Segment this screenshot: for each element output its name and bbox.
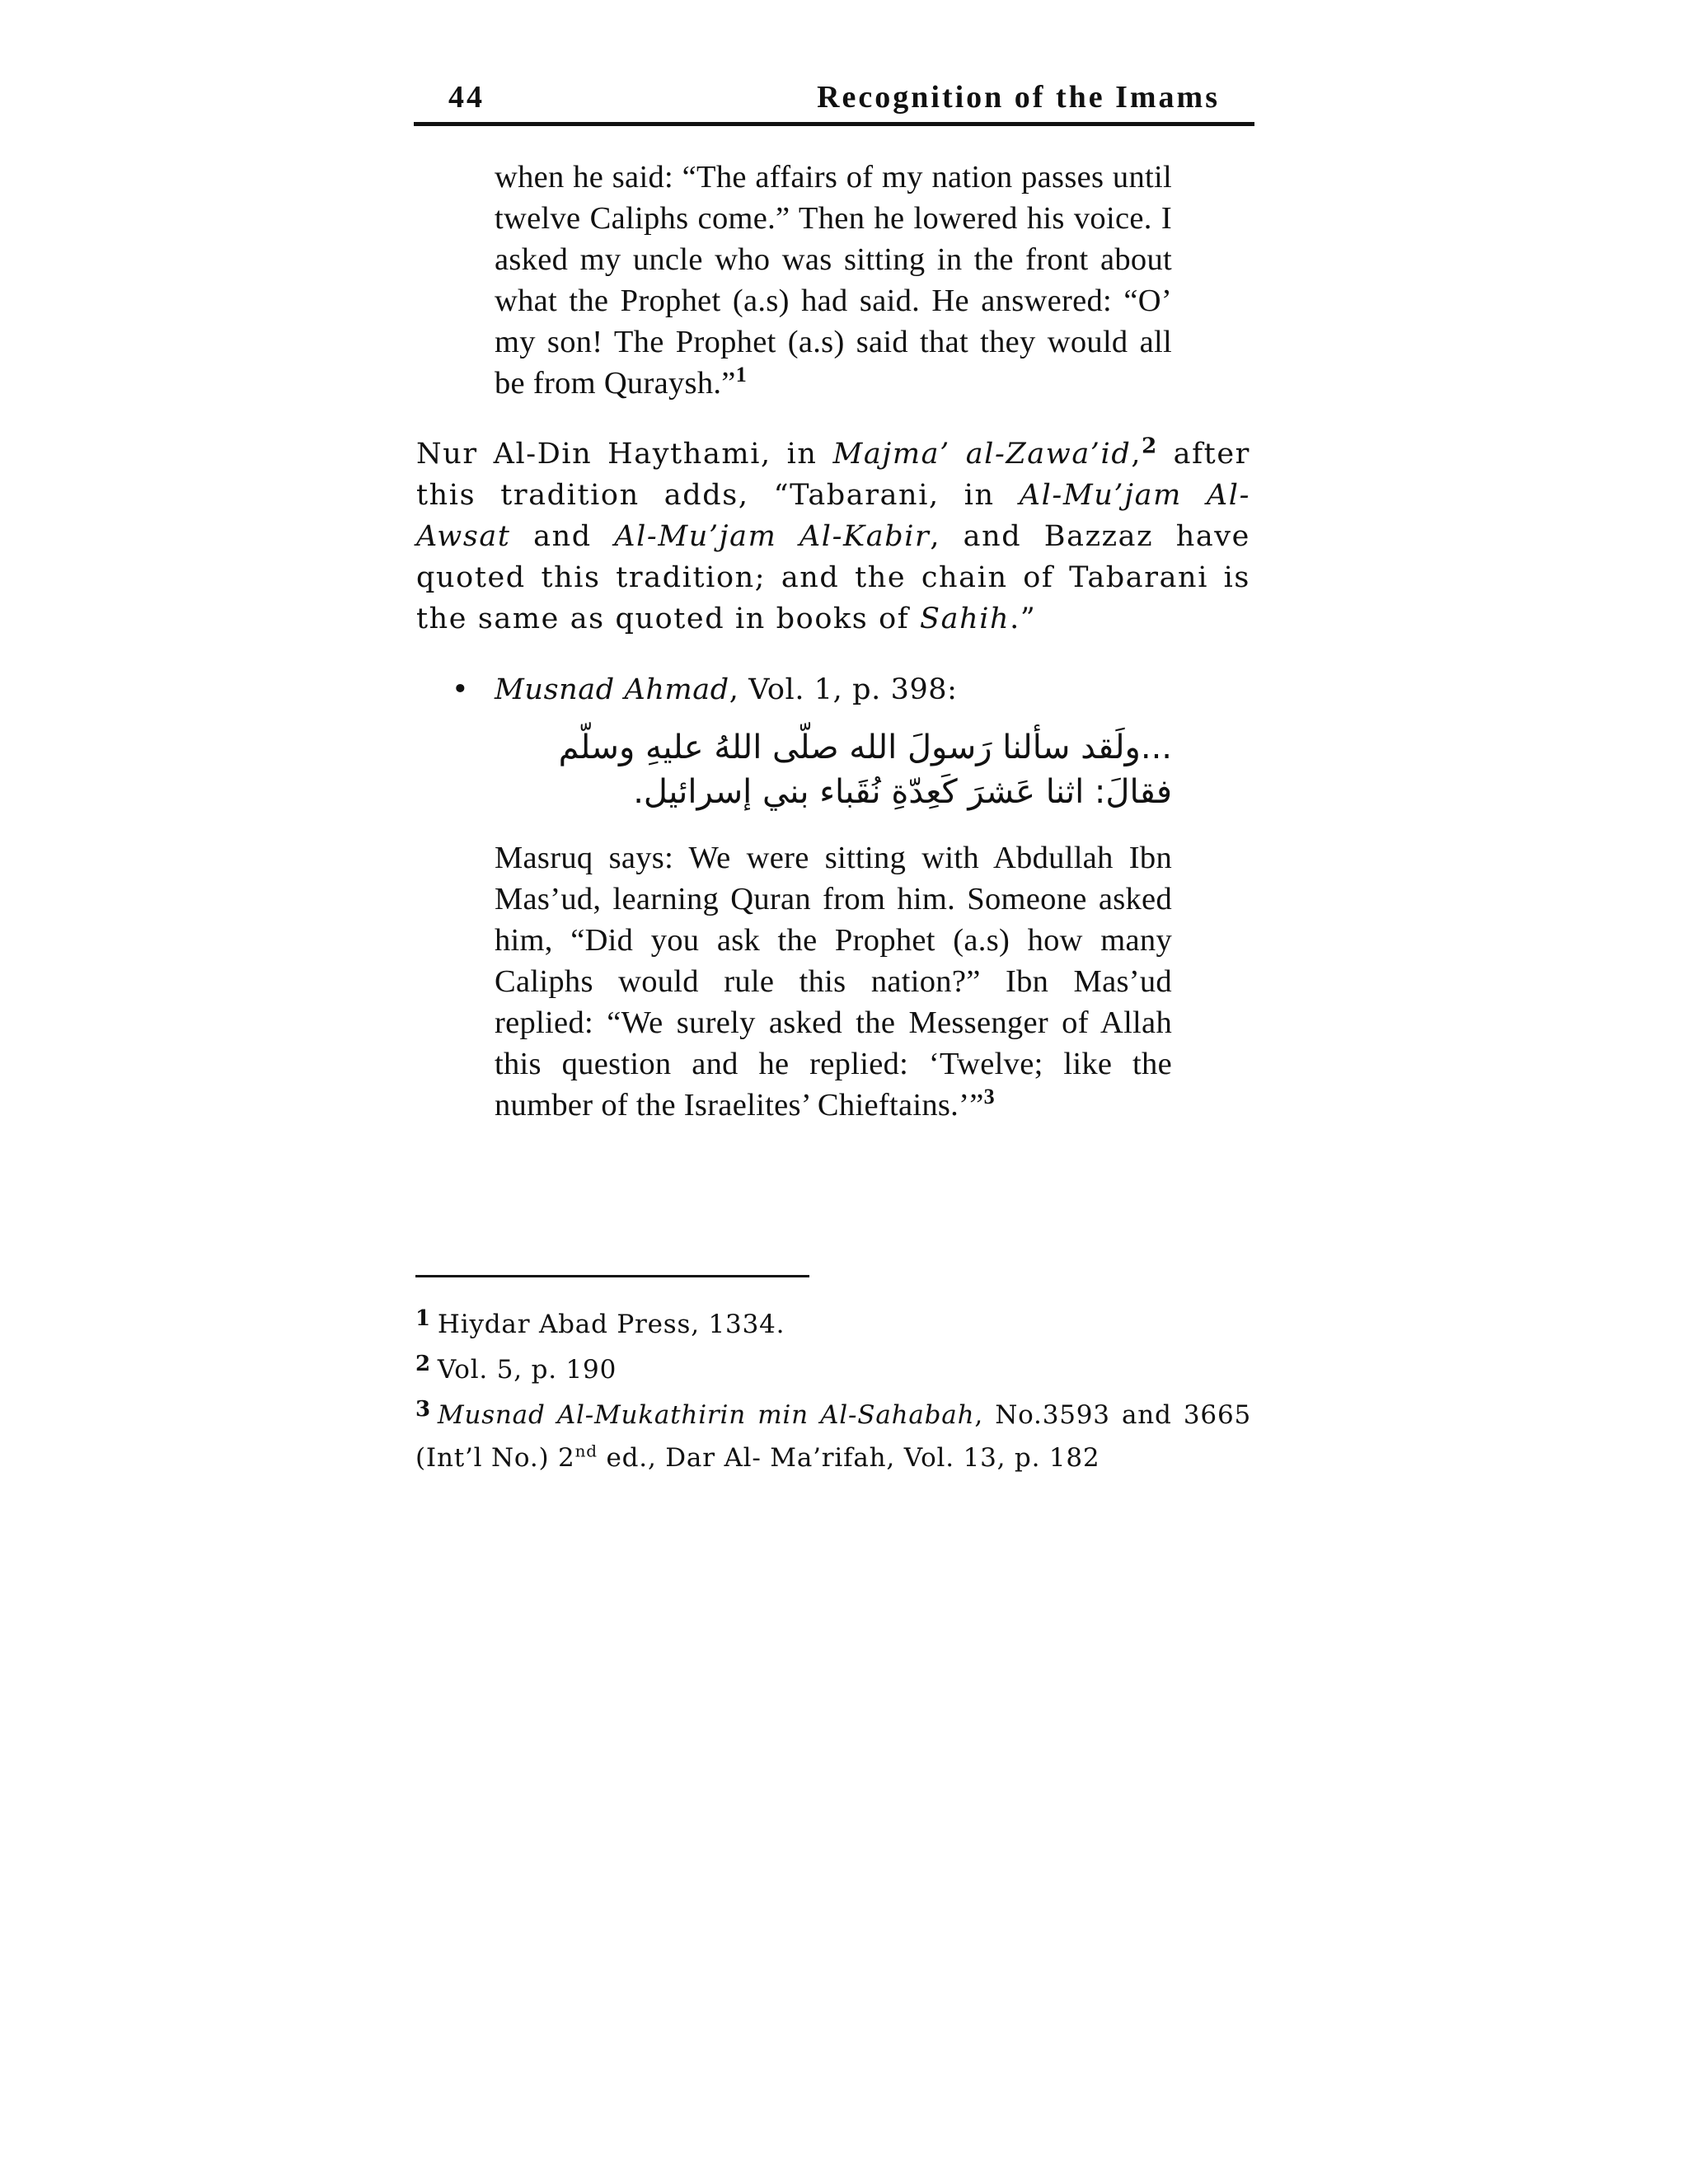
paragraph-text: , and Bazzaz have quoted this tradition; and the chain of Tabarani is the same as quoted in books of bbox=[416, 520, 1250, 635]
paragraph-text: .” bbox=[1010, 602, 1037, 635]
paragraph-text: and bbox=[510, 520, 615, 553]
block-quote-text: when he said: “The affairs of my nation passes until twelve Caliphs come.” Then he lowered his voice. I asked my uncle who was sitting in the front about what the Prophet (a.s) had said. He answered: “O’ my son! The Prophet (a.s) said that they would all be from Quraysh.” bbox=[495, 160, 1172, 401]
book-title: Recognition of the Imams bbox=[817, 80, 1220, 115]
footnote-3 bbox=[415, 1394, 1251, 1479]
footnote-separator bbox=[415, 1275, 809, 1277]
footnote-1 bbox=[415, 1304, 1251, 1347]
bullet-icon: • bbox=[452, 673, 470, 706]
book-title-majma: Majma’ al-Zawa’id bbox=[832, 438, 1132, 471]
page-number: 44 bbox=[448, 80, 485, 115]
paragraph-text: after this tradition adds, “Tabarani, in bbox=[416, 438, 1250, 512]
footnote-2 bbox=[415, 1349, 1251, 1392]
footnote-reference-1[interactable]: 1 bbox=[735, 363, 747, 387]
source-title-musnad-ahmad: Musnad Ahmad bbox=[495, 673, 729, 706]
book-title-sahih: Sahih bbox=[920, 602, 1010, 635]
block-quote-text: Masruq says: We were sitting with Abdullah Ibn Mas’ud, learning Quran from him. Someone asked him, “Did you ask the Prophet (a.s) how many Caliphs would rule this nation?” Ibn Mas’ud replied: “We surely asked the Messenger of Allah this question and he replied: ‘Twelve; like the number of the Israelites’ Chieftains.’” bbox=[495, 841, 1172, 1122]
paragraph-text: , bbox=[1131, 438, 1142, 471]
running-header bbox=[414, 74, 1254, 126]
block-quote-twelve-caliphs bbox=[495, 157, 1172, 404]
footnote-source-title: Musnad Al-Mukathirin min Al-Sahabah bbox=[437, 1400, 975, 1430]
footnote-marker: 1 bbox=[415, 1306, 431, 1331]
bullet-source-citation bbox=[452, 669, 1193, 710]
footnotes bbox=[415, 1304, 1251, 1481]
paragraph-haythami bbox=[416, 434, 1250, 640]
book-title-kabir: Al-Mu’jam Al-Kabir bbox=[614, 520, 931, 553]
book-title-awsat: Al-Mu’jam Al-Awsat bbox=[416, 479, 1250, 553]
footnote-reference-2[interactable]: 2 bbox=[1142, 434, 1158, 459]
footnote-marker: 2 bbox=[415, 1352, 431, 1376]
footnote-text: ed., Dar Al- Ma’rifah, Vol. 13, p. 182 bbox=[597, 1443, 1100, 1473]
footnote-marker: 3 bbox=[415, 1397, 431, 1422]
arabic-hadith-text: ...ولَقد سألنا رَسولَ الله صلّى اللهُ عليهِ وسلّم فقالَ: اثنا عَشرَ كَعِدّةِ نُقَباء بني إسرائيل. bbox=[558, 729, 1172, 811]
footnote-text: , No.3593 and 3665 (Int’l No.) 2 bbox=[415, 1400, 1251, 1473]
footnote-text: Hiydar Abad Press, 1334. bbox=[437, 1310, 785, 1339]
source-details: , Vol. 1, p. 398: bbox=[729, 673, 958, 706]
block-quote-masruq bbox=[495, 837, 1172, 1126]
footnote-reference-3[interactable]: 3 bbox=[983, 1085, 995, 1109]
ordinal-suffix: nd bbox=[574, 1441, 598, 1461]
paragraph-text: Nur Al-Din Haythami, in bbox=[416, 438, 833, 471]
footnote-text: Vol. 5, p. 190 bbox=[437, 1355, 617, 1385]
